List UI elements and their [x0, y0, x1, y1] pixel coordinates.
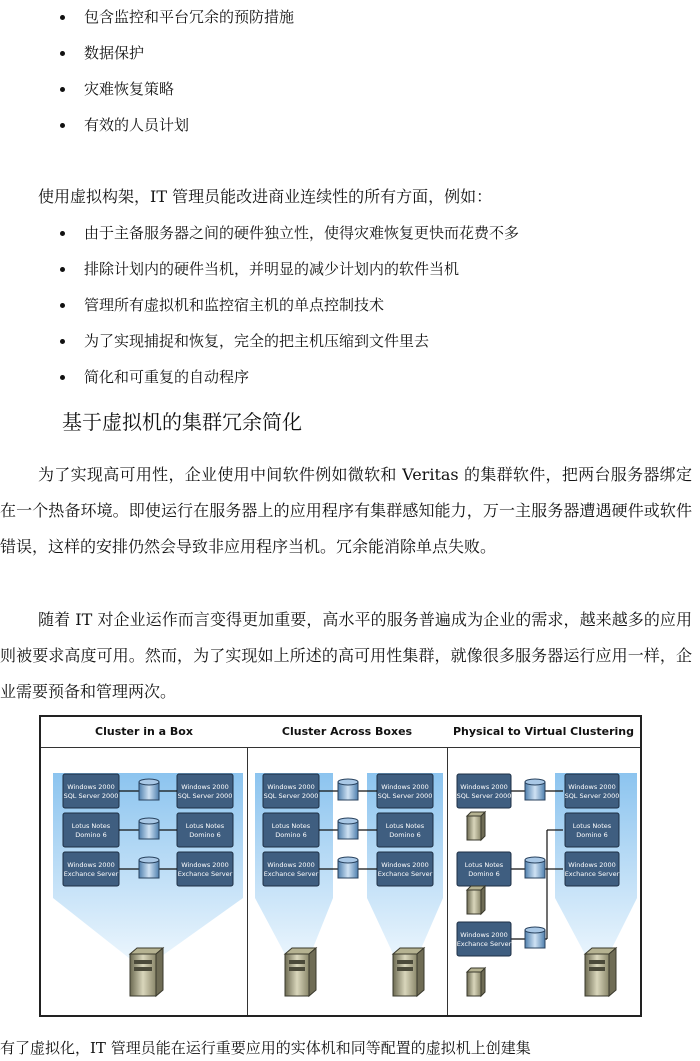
panel-physical-to-virtual [447, 717, 640, 1015]
svg-text:Windows 2000: Windows 2000 [381, 783, 429, 791]
vm-box [177, 774, 233, 808]
vm-box [377, 852, 433, 886]
svg-text:Lotus Notes: Lotus Notes [71, 822, 111, 830]
svg-text:SQL Server 2000: SQL Server 2000 [177, 792, 233, 800]
caption-line: 有了虚拟化，IT 管理员能在运行重要应用的实体机和同等配置的虚拟机上创建集 [0, 1039, 531, 1057]
svg-text:Exchance Server: Exchance Server [263, 870, 319, 878]
bullet-icon [60, 303, 65, 308]
bullet-icon [60, 15, 65, 20]
svg-text:Lotus Notes: Lotus Notes [464, 861, 504, 869]
svg-text:Windows 2000: Windows 2000 [460, 931, 508, 939]
bullet-icon [60, 267, 65, 272]
vm-box [63, 813, 119, 847]
server-icon [467, 968, 485, 996]
server-icon [130, 948, 163, 996]
server-icon [285, 948, 316, 996]
svg-text:Windows 2000: Windows 2000 [267, 783, 315, 791]
svg-text:Windows 2000: Windows 2000 [267, 861, 315, 869]
server-icon [467, 812, 485, 840]
panel-diagram [447, 748, 640, 1015]
vm-box [63, 852, 119, 886]
server-icon [467, 886, 485, 914]
vm-box [457, 852, 511, 886]
list-item: 包含监控和平台冗余的预防措施 [56, 6, 294, 42]
vm-box [565, 813, 619, 847]
panel-cluster-across-boxes [247, 717, 448, 1015]
vm-box [177, 852, 233, 886]
list-item: 由于主备服务器之间的硬件独立性，使得灾难恢复更快而花费不多 [56, 222, 519, 258]
svg-text:Exchance Server: Exchance Server [564, 870, 620, 878]
vm-box [377, 774, 433, 808]
bullet-icon [60, 339, 65, 344]
vm-box [565, 852, 620, 886]
svg-text:Domino 6: Domino 6 [189, 831, 221, 839]
panel-body [41, 748, 247, 1015]
svg-text:Windows 2000: Windows 2000 [460, 783, 508, 791]
benefits-list [56, 222, 519, 402]
svg-text:Exchance Server: Exchance Server [177, 870, 233, 878]
intro-sentence: 使用虚拟构架，IT 管理员能改进商业连续性的所有方面，例如： [38, 187, 493, 206]
panel-cluster-in-a-box [41, 717, 248, 1015]
list-item: 有效的人员计划 [56, 114, 294, 150]
svg-text:Exchance Server: Exchance Server [63, 870, 119, 878]
bullet-icon [60, 51, 65, 56]
svg-text:Exchance Server: Exchance Server [456, 940, 512, 948]
panel-body [447, 748, 640, 1015]
vm-box [263, 852, 319, 886]
shared-disk-icon [525, 779, 545, 948]
svg-text:Domino 6: Domino 6 [576, 831, 608, 839]
panel-title: Physical to Virtual Clustering [447, 717, 640, 748]
svg-text:Windows 2000: Windows 2000 [568, 783, 616, 791]
svg-text:SQL Server 2000: SQL Server 2000 [377, 792, 433, 800]
svg-text:Domino 6: Domino 6 [75, 831, 107, 839]
list-item: 管理所有虚拟机和监控宿主机的单点控制技术 [56, 294, 519, 330]
section-heading: 基于虚拟机的集群冗余简化 [62, 410, 302, 434]
paragraph-1: 为了实现高可用性，企业使用中间软件例如微软和 Veritas 的集群软件，把两台服务器绑定在一个热备环境。即使运行在服务器上的应用程序有集群感知能力，万一主服务器遭遇硬件或软件错误，这样的安排仍然会导致非应用程序当机。冗余能消除单点失败。 [0, 465, 692, 556]
svg-text:Exchance Server: Exchance Server [377, 870, 433, 878]
bullet-icon [60, 231, 65, 236]
bullet-icon [60, 375, 65, 380]
list-item: 为了实现捕捉和恢复，完全的把主机压缩到文件里去 [56, 330, 519, 366]
bullet-icon [60, 87, 65, 92]
vm-box [565, 774, 620, 808]
svg-text:Windows 2000: Windows 2000 [67, 861, 115, 869]
svg-text:Domino 6: Domino 6 [389, 831, 421, 839]
vm-box [377, 813, 433, 847]
server-icon [585, 948, 616, 996]
vm-box [457, 922, 512, 956]
vm-box [263, 813, 319, 847]
svg-text:Domino 6: Domino 6 [275, 831, 307, 839]
svg-text:Lotus Notes: Lotus Notes [572, 822, 612, 830]
svg-text:SQL Server 2000: SQL Server 2000 [564, 792, 620, 800]
panel-title: Cluster Across Boxes [247, 717, 447, 748]
svg-text:Windows 2000: Windows 2000 [568, 861, 616, 869]
svg-text:Lotus Notes: Lotus Notes [385, 822, 425, 830]
svg-text:SQL Server 2000: SQL Server 2000 [263, 792, 319, 800]
measures-list [56, 6, 294, 150]
list-item: 简化和可重复的自动程序 [56, 366, 519, 402]
svg-text:Windows 2000: Windows 2000 [181, 861, 229, 869]
bullet-icon [60, 123, 65, 128]
svg-text:SQL Server 2000: SQL Server 2000 [63, 792, 119, 800]
shared-disk-icon [139, 779, 159, 878]
svg-text:Lotus Notes: Lotus Notes [271, 822, 311, 830]
svg-text:Windows 2000: Windows 2000 [67, 783, 115, 791]
panel-diagram [41, 748, 247, 1015]
svg-text:Domino 6: Domino 6 [468, 870, 500, 878]
svg-text:Windows 2000: Windows 2000 [381, 861, 429, 869]
vm-box [63, 774, 119, 808]
svg-text:Windows 2000: Windows 2000 [181, 783, 229, 791]
clustering-diagram [39, 715, 642, 1017]
list-item: 灾难恢复策略 [56, 78, 294, 114]
list-item: 数据保护 [56, 42, 294, 78]
svg-text:Lotus Notes: Lotus Notes [185, 822, 225, 830]
vm-box [177, 813, 233, 847]
vm-box [457, 774, 512, 808]
svg-text:SQL Server 2000: SQL Server 2000 [456, 792, 512, 800]
panel-title: Cluster in a Box [41, 717, 247, 748]
list-item: 排除计划内的硬件当机，并明显的减少计划内的软件当机 [56, 258, 519, 294]
shared-disk-icon [338, 779, 358, 878]
vm-box [263, 774, 319, 808]
paragraph-2: 随着 IT 对企业运作而言变得更加重要，高水平的服务普遍成为企业的需求，越来越多的应用则被要求高度可用。然而，为了实现如上所述的高可用性集群，就像很多服务器运行应用一样，企业需要预备和管理两次。 [0, 610, 692, 701]
panel-body [247, 748, 447, 1015]
panel-diagram [247, 748, 447, 1015]
server-icon [393, 948, 424, 996]
